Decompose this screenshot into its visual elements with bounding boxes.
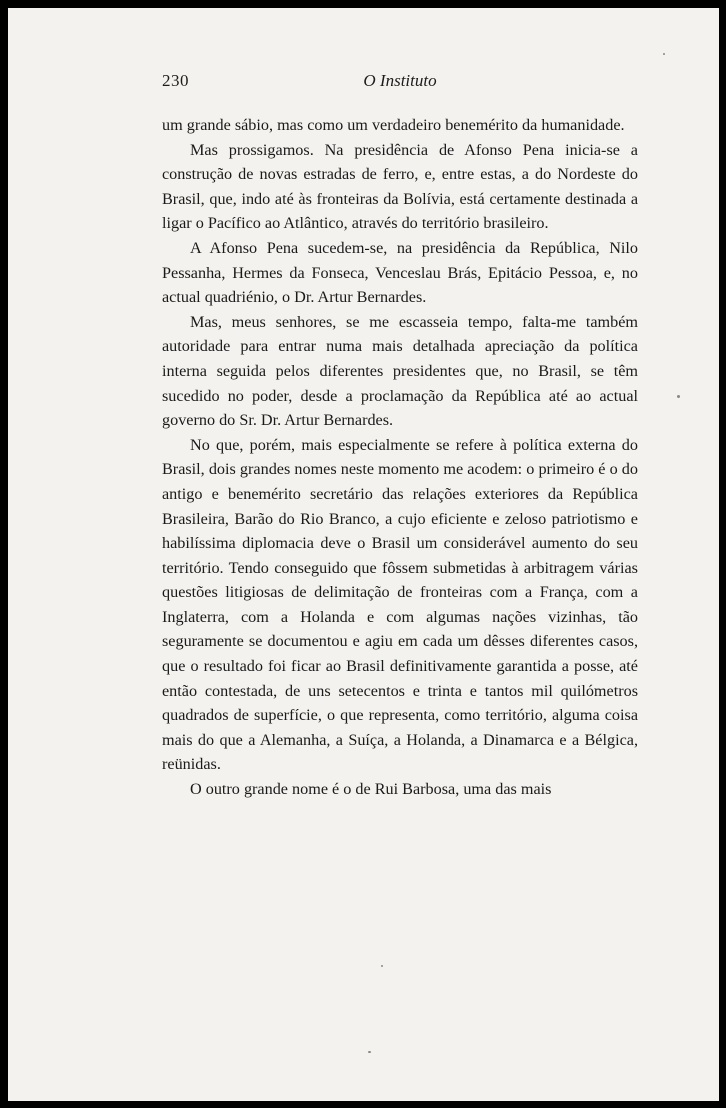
body-text <box>162 113 638 802</box>
running-title: O Instituto <box>363 71 437 90</box>
paragraph-rui-barbosa: O outro grande nome é o de Rui Barbosa, uma das mais <box>190 780 552 799</box>
paragraph-continuation: um grande sábio, mas como um verdadeiro benemérito da humanidade. <box>162 116 625 134</box>
paper-speck <box>381 965 383 967</box>
paragraph-afonso-pena-railways: Mas prossigamos. Na presidência de Afonso Pena inicia-se a construção de novas estradas de ferro, e, entre estas, a do Nordeste do Brasil, que, indo até às fronteiras da Bolívia, está certamente destinada a ligar o Pacífico ao Atlântico, através do território brasileiro. <box>162 140 638 233</box>
paper-speck <box>677 395 680 398</box>
paragraph-presidents: A Afonso Pena sucedem-se, na presidência da República, Nilo Pessanha, Hermes da Fonseca, Venceslau Brás, Epitácio Pessoa, e, no actual quadriénio, o Dr. Artur Bernardes. <box>162 238 638 307</box>
page-number: 230 <box>162 71 189 90</box>
paper-speck <box>368 1051 371 1053</box>
paper-speck <box>663 53 665 55</box>
page-header <box>162 71 638 95</box>
paragraph-rio-branco: No que, porém, mais especialmente se refere à política externa do Brasil, dois grandes nomes neste momento me acodem: o primeiro é o do antigo e benemérito secretário das relações exteriores da República Brasileira, Barão do Rio Branco, a cujo eficiente e zeloso patriotismo e habilíssima diplomacia deve o Brasil um considerável aumento do seu território. Tendo conseguido que fôssem submetidas à arbitragem várias questões litigiosas de delimitação de fronteiras com a França, com a Inglaterra, com a Holanda e com algumas nações vizinhas, tão seguramente se documentou e agiu em cada um dêsses diferentes casos, que o resultado foi ficar ao Brasil definitivamente garantida a posse, até então contestada, de uns setecentos e trinta e tantos mil quilómetros quadrados de superfície, o que representa, como território, alguma coisa mais do que a Alemanha, a Suíça, a Holanda, a Dinamarca e a Bélgica, reünidas. <box>162 435 638 774</box>
paragraph-internal-politics: Mas, meus senhores, se me escasseia tempo, falta-me também autoridade para entrar numa mais detalhada apreciação da política interna seguida pelos diferentes presidentes que, no Brasil, se têm sucedido no poder, desde a proclamação da República até ao actual governo do Sr. Dr. Artur Bernardes. <box>162 312 638 430</box>
book-page <box>8 8 719 1101</box>
